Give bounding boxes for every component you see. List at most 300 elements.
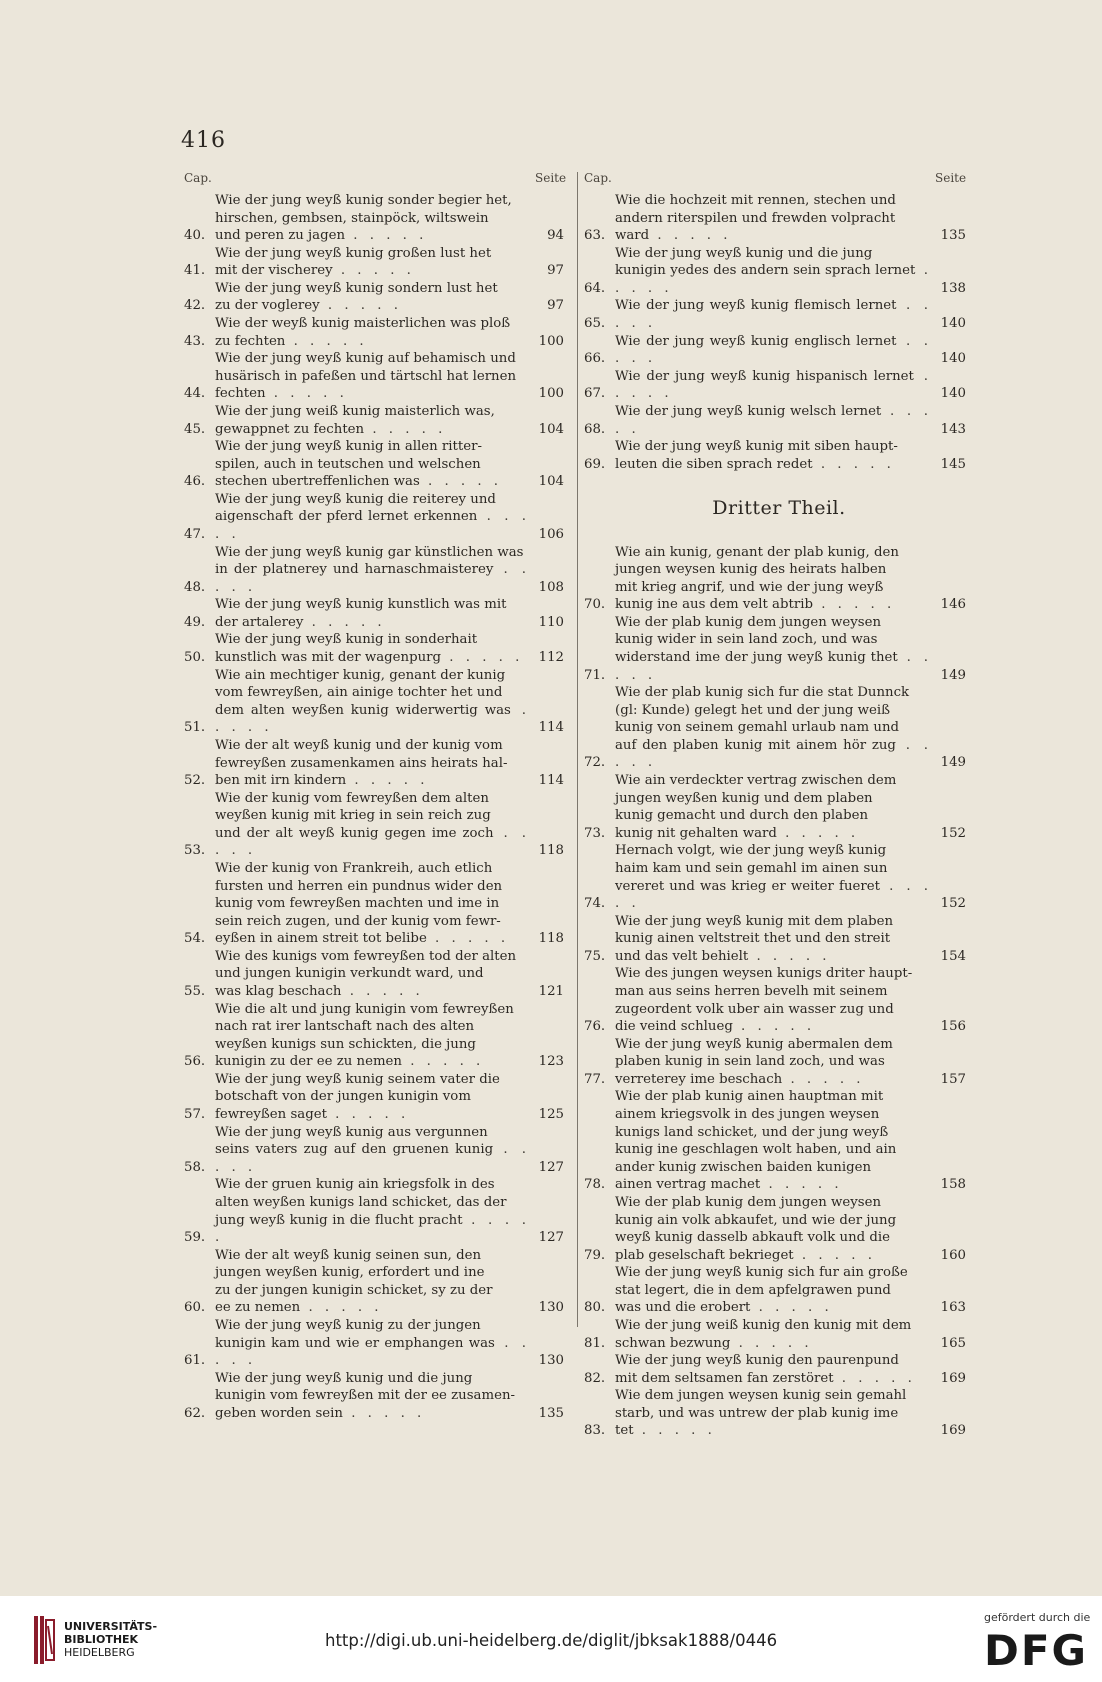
page-reference: 138: [940, 280, 966, 296]
chapter-title: [615, 772, 932, 842]
title-line: kunig ain volk abkaufet, und wie der jung: [615, 1212, 897, 1228]
chapter-number: 55.: [184, 984, 206, 1000]
toc-entry: [184, 192, 564, 245]
chapter-number: 45.: [184, 421, 206, 437]
title-line: fursten und herren ein pundnus wider den: [215, 878, 503, 894]
dot-leader: . . . . .: [730, 1335, 813, 1351]
title-line: Wie der jung weyß kunig englisch lernet: [615, 333, 897, 349]
chapter-title: [215, 1124, 530, 1177]
dot-leader: . . . . .: [732, 1019, 816, 1035]
title-line: leuten die siben sprach redet: [615, 456, 813, 472]
page-reference: 140: [940, 386, 966, 402]
title-line: eyßen in ainem streit tot belibe: [215, 931, 427, 947]
toc-entry: [184, 245, 564, 280]
title-line: seins vaters zug auf den gruenen kunig: [215, 1142, 494, 1158]
dot-leader: . . . . .: [300, 1300, 383, 1316]
toc-entry: [184, 438, 564, 491]
title-line: mit krieg angrif, und wie der jung weyß: [615, 579, 884, 595]
toc-entry: [584, 438, 966, 473]
dot-leader: . . . . .: [426, 931, 510, 947]
toc-entry: [184, 631, 564, 666]
toc-entry: [184, 1071, 564, 1124]
title-line: Wie der jung weyß kunig seinem vater die: [215, 1071, 500, 1087]
title-line: Wie die hochzeit mit rennen, stechen und: [615, 193, 896, 208]
dot-leader: . . . . .: [615, 298, 932, 332]
title-line: jung weyß kunig in die flucht pracht: [215, 1212, 463, 1228]
dot-leader: . . . . .: [615, 403, 932, 437]
chapter-title: [215, 315, 530, 350]
page-reference: 140: [940, 351, 966, 367]
page-reference: 165: [940, 1335, 966, 1351]
title-line: Wie der jung weyß kunig und die jung: [615, 245, 873, 261]
dot-leader: . . . . .: [615, 878, 932, 912]
chapter-number: 52.: [184, 773, 206, 789]
chapter-title: [615, 842, 932, 912]
dot-leader: . . . . .: [215, 825, 530, 859]
dot-leader: . . . . .: [364, 421, 447, 437]
chapter-number: 60.: [184, 1300, 206, 1316]
dot-leader: . . . . .: [793, 1247, 876, 1263]
dot-leader: . . . . .: [615, 368, 932, 402]
title-line: gewappnet zu fechten: [215, 421, 365, 437]
title-line: verreterey ime beschach: [615, 1071, 783, 1087]
dot-leader: . . . . .: [615, 650, 932, 683]
dot-leader: . . . . .: [649, 228, 732, 244]
chapter-number: 50.: [184, 650, 206, 666]
chapter-number: 76.: [584, 1019, 606, 1035]
page-reference: 125: [538, 1107, 564, 1123]
title-line: weyßen kunig mit krieg in sein reich zug: [215, 808, 491, 824]
toc-entry: [184, 1317, 564, 1370]
title-line: und der alt weyß kunig gegen ime zoch: [215, 825, 494, 841]
title-line: andern riterspilen und frewden volpracht: [615, 210, 896, 226]
title-line: (gl: Kunde) gelegt het und der jung weiß: [615, 702, 891, 718]
title-line: Wie der jung weyß kunig in allen ritter-: [215, 439, 482, 455]
dot-leader: . . . . .: [441, 650, 524, 666]
chapter-title: [215, 350, 530, 403]
dot-leader: . . . . .: [341, 984, 424, 1000]
title-line: kunig nit gehalten ward: [615, 825, 777, 841]
chapter-title: [215, 192, 530, 245]
title-line: fewreyßen saget: [215, 1107, 327, 1123]
title-line: zu der jungen kunigin schicket, sy zu der: [215, 1282, 493, 1298]
chapter-title: [215, 1071, 530, 1124]
dot-leader: . . . . .: [833, 1370, 916, 1386]
page-reference: 114: [538, 773, 564, 789]
chapter-title: [215, 631, 530, 666]
dot-leader: . . . . .: [615, 263, 932, 296]
dot-leader: . . . . .: [760, 1177, 843, 1193]
chapter-number: 56.: [184, 1054, 206, 1070]
dot-leader: . . . . .: [326, 1107, 410, 1123]
title-line: Wie der jung weyß kunig und die jung: [215, 1370, 473, 1386]
toc-entry: [584, 1194, 966, 1264]
page-reference: 169: [940, 1423, 966, 1439]
title-line: Hernach volgt, wie der jung weyß kunig: [615, 843, 887, 859]
chapter-number: 77.: [584, 1071, 606, 1087]
title-line: mit dem seltsamen fan zerstöret: [615, 1370, 834, 1386]
chapter-number: 74.: [584, 896, 606, 912]
chapter-title: [215, 596, 530, 631]
right-seite-header: Seite: [935, 171, 967, 185]
page-reference: 106: [538, 526, 564, 542]
chapter-title: [615, 913, 932, 966]
toc-entry: [584, 1036, 966, 1089]
title-line: ward: [615, 228, 650, 244]
toc-entry: [184, 1370, 564, 1423]
title-line: Wie der jung weyß kunig abermalen dem: [615, 1036, 893, 1052]
chapter-title: [215, 667, 530, 737]
chapter-number: 44.: [184, 386, 206, 402]
title-line: Wie die alt und jung kunigin vom fewreyßen: [215, 1001, 514, 1017]
chapter-number: 79.: [584, 1247, 606, 1263]
chapter-number: 49.: [184, 614, 206, 630]
source-url-link[interactable]: http://digi.ub.uni-heidelberg.de/diglit/jbksak1888/0446: [325, 1631, 778, 1650]
title-line: alten weyßen kunigs land schicket, das der: [215, 1194, 507, 1210]
title-line: ainen vertrag machet: [615, 1177, 761, 1193]
title-line: Wie der jung weyß kunig mit siben haupt-: [615, 439, 898, 455]
chapter-title: [215, 737, 530, 790]
toc-entry: [584, 614, 966, 684]
title-line: geben worden sein: [215, 1405, 343, 1421]
chapter-number: 58.: [184, 1159, 206, 1175]
chapter-number: 41.: [184, 263, 206, 279]
chapter-number: 80.: [584, 1300, 606, 1316]
title-line: tet: [615, 1423, 634, 1439]
toc-entry: [184, 1176, 564, 1246]
title-line: zu der voglerey: [215, 298, 320, 314]
page-reference: 163: [940, 1300, 966, 1316]
chapter-title: [615, 1317, 932, 1352]
page-reference: 152: [940, 825, 966, 841]
chapter-number: 62.: [184, 1405, 206, 1421]
chapter-number: 75.: [584, 948, 606, 964]
title-line: Wie der jung weyß kunig die reiterey und: [215, 491, 496, 507]
chapter-title: [615, 403, 932, 438]
chapter-number: 47.: [184, 526, 206, 542]
title-line: Wie der jung weyß kunig mit dem plaben: [615, 913, 894, 929]
page-reference: 100: [538, 386, 564, 402]
page-reference: 94: [547, 228, 564, 244]
toc-entry: [584, 684, 966, 772]
chapter-title: [615, 1088, 932, 1193]
chapter-title: [615, 544, 932, 614]
funding-label: gefördert durch die: [984, 1611, 1091, 1624]
chapter-number: 54.: [184, 931, 206, 947]
title-line: Wie der jung weiß kunig maisterlich was,: [215, 403, 495, 419]
title-line: Wie der plab kunig dem jungen weysen: [615, 614, 882, 630]
chapter-number: 82.: [584, 1370, 606, 1386]
dot-leader: . . . . .: [215, 1335, 530, 1369]
page-reference: 97: [547, 263, 564, 279]
toc-entry: [584, 1317, 966, 1352]
chapter-number: 83.: [584, 1423, 606, 1439]
toc-entry: [584, 842, 966, 912]
chapter-number: 51.: [184, 720, 206, 736]
library-line: BIBLIOTHEK: [64, 1633, 139, 1646]
chapter-title: [215, 1001, 530, 1071]
page-reference: 118: [538, 931, 564, 947]
title-line: Wie ain kunig, genant der plab kunig, den: [615, 544, 899, 560]
chapter-number: 81.: [584, 1335, 606, 1351]
page-reference: 156: [940, 1019, 966, 1035]
toc-entry: [184, 350, 564, 403]
toc-entry: [584, 913, 966, 966]
toc-right-column: [584, 192, 966, 1440]
chapter-number: 71.: [584, 667, 606, 683]
chapter-title: [615, 684, 932, 772]
chapter-number: 40.: [184, 228, 206, 244]
title-line: Wie der jung weiß kunig den kunig mit dem: [615, 1317, 912, 1333]
toc-entry: [184, 1001, 564, 1071]
title-line: Wie der jung weyß kunig den paurenpund: [615, 1353, 899, 1369]
chapter-number: 65.: [584, 316, 606, 332]
dot-leader: . . . . .: [215, 509, 530, 542]
title-line: kunigin yedes des andern sein sprach lernet: [615, 263, 916, 279]
page-reference: 158: [940, 1177, 966, 1193]
toc-entry: [184, 948, 564, 1001]
title-line: widerstand ime der jung weyß kunig thet: [615, 650, 898, 666]
dot-leader: . . . . .: [285, 333, 368, 349]
title-line: hirschen, gembsen, stainpöck, wiltswein: [215, 210, 489, 226]
page-reference: 114: [538, 720, 564, 736]
toc-entry: [184, 491, 564, 544]
chapter-title: [215, 1247, 530, 1317]
title-line: Wie der jung weyß kunig sondern lust het: [215, 280, 498, 296]
chapter-title: [615, 1387, 932, 1440]
title-line: kunigin vom fewreyßen mit der ee zusamen-: [215, 1388, 516, 1404]
title-line: kunig vom fewreyßen machten und ime in: [215, 896, 500, 912]
chapter-title: [215, 1370, 530, 1423]
title-line: Wie der jung weyß kunig welsch lernet: [615, 403, 882, 419]
toc-entry: [584, 1088, 966, 1193]
toc-entry: [584, 192, 966, 245]
dot-leader: . . . . .: [615, 737, 932, 771]
dot-leader: . . . . .: [633, 1423, 716, 1439]
chapter-title: [215, 860, 530, 948]
title-line: Wie der jung weyß kunig auf behamisch und: [215, 351, 516, 367]
toc-entry: [584, 1264, 966, 1317]
title-line: vereret und was krieg er weiter fueret: [615, 878, 880, 894]
dot-leader: . . . . .: [332, 263, 415, 279]
page-reference: 104: [538, 421, 564, 437]
chapter-title: [615, 965, 932, 1035]
title-line: schwan bezwung: [615, 1335, 731, 1351]
dot-leader: . . . . .: [303, 614, 386, 630]
library-name: [64, 1620, 157, 1659]
chapter-title: [615, 1352, 932, 1387]
footer-bar: [0, 1596, 1102, 1682]
chapter-number: 57.: [184, 1107, 206, 1123]
title-line: Wie der alt weyß kunig und der kunig vom: [215, 737, 503, 753]
page-reference: 100: [538, 333, 564, 349]
page-reference: 169: [940, 1370, 966, 1386]
page-reference: 135: [940, 228, 966, 244]
page-reference: 108: [538, 579, 564, 595]
page-reference: 130: [538, 1353, 564, 1369]
toc-entry: [584, 965, 966, 1035]
toc-right-part-b: [584, 544, 966, 1440]
page-reference: 146: [940, 597, 966, 613]
chapter-number: 73.: [584, 825, 606, 841]
chapter-title: [615, 614, 932, 684]
title-line: weyß kunig dasselb abkauft volk und die: [615, 1230, 891, 1246]
chapter-number: 68.: [584, 421, 606, 437]
title-line: Wie der jung weyß kunig aus vergunnen: [215, 1124, 488, 1140]
chapter-title: [215, 403, 530, 438]
page-reference: 140: [940, 316, 966, 332]
title-line: starb, und was untrew der plab kunig ime: [615, 1405, 899, 1421]
chapter-title: [615, 1194, 932, 1264]
title-line: und jungen kunigin verkundt ward, und: [215, 966, 484, 982]
toc-entry: [184, 315, 564, 350]
toc-entry: [584, 297, 966, 332]
title-line: kunstlich was mit der wagenpurg: [215, 650, 442, 666]
dot-leader: . . . . .: [776, 825, 860, 841]
toc-entry: [584, 333, 966, 368]
page-reference: 149: [940, 667, 966, 683]
page-reference: 130: [538, 1300, 564, 1316]
dot-leader: . . . . .: [215, 1142, 530, 1175]
chapter-title: [615, 333, 932, 368]
dot-leader: . . . . .: [615, 333, 932, 367]
title-line: Wie der jung weyß kunig sonder begier het,: [215, 193, 512, 208]
dot-leader: . . . . .: [812, 597, 896, 613]
toc-entry: [184, 544, 564, 597]
title-line: zugeordent volk uber ain wasser zug und: [615, 1001, 894, 1017]
chapter-title: [615, 368, 932, 403]
chapter-number: 43.: [184, 333, 206, 349]
title-line: Wie der jung weyß kunig gar künstlichen was: [215, 544, 524, 560]
title-line: Wie der plab kunig dem jungen weysen: [615, 1194, 882, 1210]
chapter-title: [615, 245, 932, 298]
title-line: auf den plaben kunig mit ainem hör zug: [615, 737, 896, 753]
dot-leader: . . . . .: [215, 702, 530, 736]
title-line: fewreyßen zusamenkamen ains heirats hal-: [215, 755, 508, 771]
toc-right-part-a: [584, 192, 966, 473]
page-reference: 143: [940, 421, 966, 437]
chapter-title: [615, 297, 932, 332]
page-reference: 118: [538, 843, 564, 859]
title-line: jungen weysen kunig des heirats halben: [615, 562, 887, 578]
title-line: was und die erobert: [615, 1300, 751, 1316]
title-line: weyßen kunigs sun schickten, die jung: [215, 1036, 476, 1052]
title-line: man aus seins herren bevelh mit seinem: [615, 984, 888, 999]
title-line: Wie der gruen kunig ain kriegsfolk in des: [215, 1177, 495, 1193]
dot-leader: . . . . .: [812, 456, 895, 472]
toc-entry: [184, 667, 564, 737]
title-line: kunig ine geschlagen wolt haben, und ain: [615, 1142, 897, 1158]
toc-entry: [584, 368, 966, 403]
title-line: Wie ain verdeckter vertrag zwischen dem: [615, 773, 897, 789]
title-line: Wie der jung weyß kunig zu der jungen: [215, 1318, 481, 1333]
toc-left-column: [184, 192, 564, 1422]
page-reference: 110: [538, 614, 564, 630]
page-reference: 104: [538, 474, 564, 490]
title-line: sein reich zugen, und der kunig vom fewr-: [215, 913, 501, 929]
page-reference: 154: [940, 948, 966, 964]
title-line: Wie der plab kunig sich fur die stat Dunnck: [615, 685, 910, 701]
dot-leader: . . . . .: [750, 1300, 833, 1316]
chapter-number: 66.: [584, 351, 606, 367]
chapter-title: [215, 491, 530, 544]
page-reference: 127: [538, 1159, 564, 1175]
dot-leader: . . . . .: [319, 298, 402, 314]
chapter-number: 63.: [584, 228, 606, 244]
title-line: kunig gemacht und durch den plaben: [615, 808, 869, 824]
title-line: ee zu nemen: [215, 1300, 301, 1316]
toc-entry: [184, 403, 564, 438]
title-line: jungen weyßen kunig und dem plaben: [615, 790, 873, 806]
title-line: Wie der jung weyß kunig kunstlich was mit: [215, 597, 507, 613]
title-line: Wie des kunigs vom fewreyßen tod der alten: [215, 948, 517, 964]
title-line: jungen weyßen kunig, erfordert und ine: [215, 1265, 485, 1281]
chapter-title: [615, 1036, 932, 1089]
title-line: plaben kunig in sein land zoch, und was: [615, 1054, 885, 1070]
title-line: in der platnerey und harnaschmaisterey: [215, 562, 494, 578]
chapter-title: [615, 438, 932, 473]
title-line: kunigin zu der ee zu nemen: [215, 1054, 402, 1070]
title-line: Wie der jung weyß kunig großen lust het: [215, 245, 492, 261]
title-line: Wie des jungen weysen kunigs driter haupt-: [615, 966, 913, 982]
title-line: Wie der kunig von Frankreih, auch etlich: [215, 860, 493, 876]
toc-entry: [184, 860, 564, 948]
title-line: kunig von seinem gemahl urlaub nam und: [615, 720, 900, 736]
dfg-logo: DFG: [984, 1626, 1089, 1675]
page-reference: 135: [538, 1405, 564, 1421]
chapter-number: 78.: [584, 1177, 606, 1193]
dot-leader: . . . . .: [748, 948, 831, 964]
title-line: dem alten weyßen kunig widerwertig was: [215, 702, 511, 718]
page-reference: 160: [940, 1247, 966, 1263]
toc-entry: [184, 790, 564, 860]
chapter-number: 48.: [184, 579, 206, 595]
toc-entry: [584, 1387, 966, 1440]
page-reference: 123: [538, 1054, 564, 1070]
chapter-title: [215, 790, 530, 860]
title-line: ben mit irn kindern: [215, 773, 347, 789]
library-line: UNIVERSITÄTS-: [64, 1620, 158, 1633]
title-line: nach rat irer lantschaft nach des alten: [215, 1019, 475, 1035]
dot-leader: . . . . .: [215, 562, 530, 595]
chapter-number: 59.: [184, 1230, 206, 1246]
title-line: Wie dem jungen weysen kunig sein gemahl: [615, 1388, 907, 1404]
title-line: plab geselschaft bekrieget: [615, 1247, 794, 1263]
chapter-title: [215, 544, 530, 597]
chapter-number: 70.: [584, 597, 606, 613]
title-line: stat legert, die in dem apfelgrawen pund: [615, 1282, 891, 1298]
toc-entry: [584, 544, 966, 614]
title-line: Wie der jung weyß kunig in sonderhait: [215, 632, 478, 648]
title-line: was klag beschach: [215, 984, 342, 1000]
title-line: die veind schlueg: [615, 1019, 733, 1035]
toc-entry: [184, 596, 564, 631]
section-heading: Dritter Theil.: [712, 497, 846, 520]
title-line: kunigs land schicket, und der jung weyß: [615, 1124, 889, 1140]
chapter-number: 42.: [184, 298, 206, 314]
chapter-title: [215, 280, 530, 315]
chapter-title: [215, 948, 530, 1001]
page-reference: 127: [538, 1230, 564, 1246]
title-line: kunig ainen veltstreit thet und den streit: [615, 931, 891, 947]
page-reference: 112: [538, 650, 564, 666]
title-line: Wie der jung weyß kunig hispanisch lernet: [615, 368, 914, 384]
title-line: Wie der weyß kunig maisterlichen was ploß: [215, 316, 511, 332]
title-line: Wie der alt weyß kunig seinen sun, den: [215, 1247, 482, 1263]
chapter-title: [215, 1317, 530, 1370]
dot-leader: . . . . .: [342, 1405, 426, 1421]
chapter-number: 67.: [584, 386, 606, 402]
